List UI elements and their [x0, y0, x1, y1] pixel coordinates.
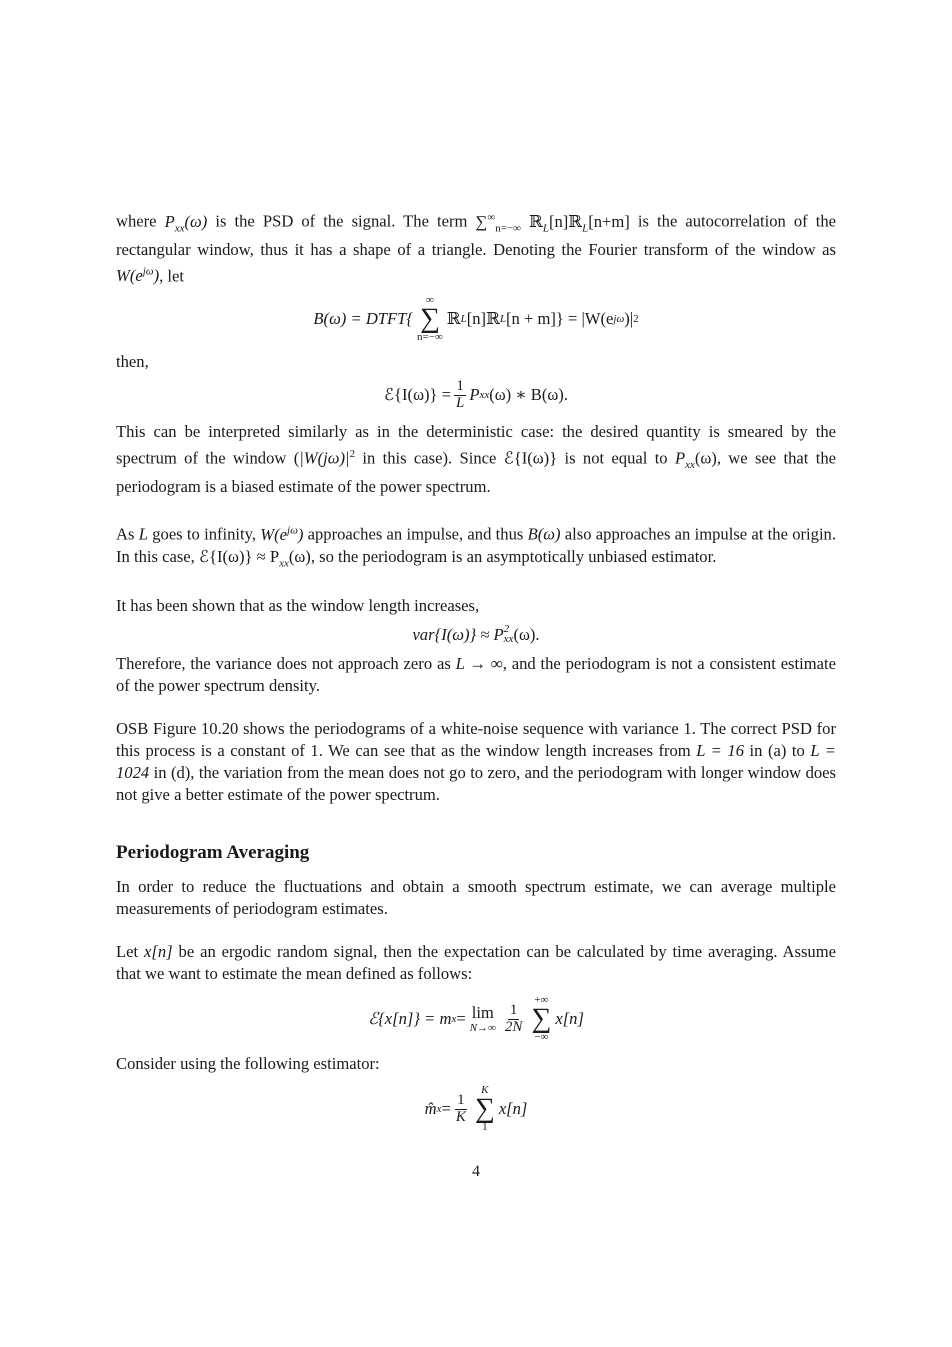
equation-variance: var{I(ω)} ≈ P 2 xx (ω). — [412, 623, 540, 646]
paragraph-osb-figure: OSB Figure 10.20 shows the periodograms of a white-noise sequence with variance 1. The correct PSD for this process is a constant of 1. We can see that as the window length increases from L = 16 in (a) to L = 1024 in (d), the variation from the mean does not go to zero, and the periodogram with longer window does not give a better estimate of the power spectrum. — [116, 719, 836, 805]
paragraph-estimator: Consider using the following estimator: — [116, 1054, 380, 1074]
equation-estimator: m̂ x = $\frac{1}{K}$ K ∑ 1 x[n] — [424, 1084, 528, 1134]
limit-operator: lim N→∞ — [469, 1002, 496, 1035]
paragraph-biased-estimate: This can be interpreted similarly as in the deterministic case: the desired quantity is smeared by the spectrum of the window ($|W(j\omega)|^2$ in this case). Since ℰ{I(ω)} is not equal to $P_{xx}(\omega)$, we see that the periodogram is a biased estimate of the power spectrum. — [116, 422, 836, 497]
paragraph-psd-definition: where $P_{xx}(\omega)$ is the PSD of the signal. The term $\sum^\infty_{n=-\infty}$ ℝ$_L$[n]ℝ$_L$[n+m] is the autocorrelation of the rectangular window, thus it has a shape of a triangle. Denoting the Fourier transform of the window as $W(e^{j\omega})$, let — [116, 211, 837, 286]
sum-symbol-mean: +∞ ∑ −∞ — [531, 994, 552, 1044]
sum-symbol: ∞ ∑ n=−∞ — [417, 294, 443, 344]
math-pxx: $P_{xx}(\omega)$ — [164, 211, 208, 234]
paragraph-then: then, — [116, 352, 149, 372]
equation-expectation: ℰ{I(ω)} = $\frac{1}{L}$ P xx (ω) ∗ B(ω). — [384, 378, 568, 411]
equation-b-omega: B(ω) = DTFT{ ∞ ∑ n=−∞ ℝ L [n]ℝ L [n + m]} = |W(e jω )| 2 — [313, 294, 639, 344]
equation-mean: ℰ{x[n]} = m x = lim N→∞ $\frac{1}{2N}$ +∞ ∑ −∞ x[n] — [368, 994, 584, 1044]
fraction-one-over-2n: $\frac{1}{2N}$ — [504, 1001, 523, 1035]
math-w-ejw: $W(e^{j\omega})$ — [116, 265, 160, 286]
paragraph-window-length: It has been shown that as the window length increases, — [116, 596, 480, 616]
page-number: 4 — [472, 1163, 480, 1180]
math-sum-inline: $\sum^\infty_{n=-\infty}$ — [475, 211, 521, 234]
section-heading-periodogram-averaging: Periodogram Averaging — [116, 842, 310, 864]
sum-symbol-estimator: K ∑ 1 — [474, 1084, 495, 1134]
document-page — [116, 206, 836, 1143]
fraction-one-over-l: $\frac{1}{L}$ — [455, 378, 465, 411]
paragraph-asymptotic: As L goes to infinity, $W(e^{j\omega})$ approaches an impulse, and thus B(ω) also approaches an impulse at the origin. In this case, ℰ{I(ω)} ≈ $P_{xx}(\omega)$, so the periodogram is an asymptotically unbiased estimator. — [116, 524, 836, 570]
math-autocorr: ℝ$_L$[n]ℝ$_L$[n+m] — [529, 211, 630, 234]
fraction-one-over-k: $\frac{1}{K}$ — [455, 1091, 466, 1125]
paragraph-ergodic: Let x[n] be an ergodic random signal, then the expectation can be calculated by time averaging. Assume that we want to estimate the mean defined as follows: — [116, 942, 836, 984]
paragraph-reduce-fluctuations: In order to reduce the fluctuations and obtain a smooth spectrum estimate, we can average multiple measurements of periodogram estimates. — [116, 877, 836, 919]
paragraph-inconsistent: Therefore, the variance does not approach zero as L → ∞, and the periodogram is not a consistent estimate of the power spectrum density. — [116, 654, 836, 696]
